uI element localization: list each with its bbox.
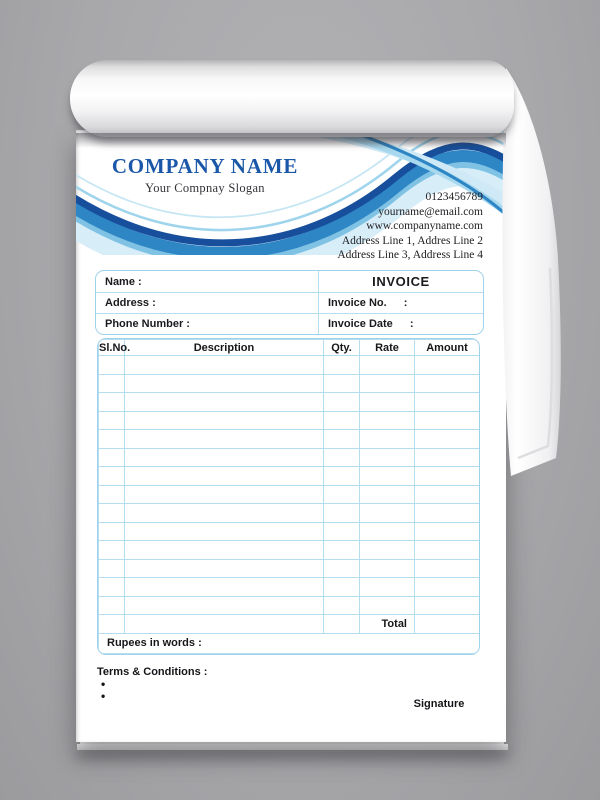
contact-address-line-2: Address Line 3, Address Line 4: [337, 249, 483, 262]
table-cell: [125, 374, 324, 393]
table-cell: [99, 504, 125, 523]
table-cell: [324, 578, 360, 597]
table-row: [99, 356, 480, 375]
table-cell: [99, 485, 125, 504]
table-cell: [324, 504, 360, 523]
table-cell: [360, 467, 415, 486]
table-cell: [99, 559, 125, 578]
column-header: Rate: [360, 340, 415, 356]
table-cell: [125, 485, 324, 504]
table-cell: [360, 596, 415, 615]
column-header: Description: [125, 340, 324, 356]
table-cell: [360, 578, 415, 597]
header-row: [99, 340, 480, 356]
table-cell: [125, 411, 324, 430]
table-cell: [415, 504, 480, 523]
table-cell: [99, 374, 125, 393]
table-cell: [99, 411, 125, 430]
invoice-number-label: Invoice No.: [328, 297, 387, 309]
table-cell: [125, 393, 324, 412]
table-row: [99, 578, 480, 597]
curl-page-shape: [502, 68, 560, 476]
contact-address-line-1: Address Line 1, Addres Line 2: [341, 234, 483, 247]
table-cell: [415, 522, 480, 541]
table-cell: [125, 356, 324, 375]
invoice-number-value: :: [403, 297, 408, 309]
invoice-sheet-content: [76, 130, 506, 742]
table-cell: [324, 467, 360, 486]
company-slogan: Your Compnay Slogan: [145, 181, 265, 195]
table-cell: [360, 448, 415, 467]
items-table-header: [99, 340, 480, 356]
table-cell: [324, 411, 360, 430]
table-cell: [125, 578, 324, 597]
contact-phone: 0123456789: [425, 191, 483, 203]
table-cell: [125, 559, 324, 578]
invoice-title: INVOICE: [318, 271, 483, 292]
table-row: [99, 541, 480, 560]
table-cell: [324, 485, 360, 504]
table-cell: [125, 522, 324, 541]
table-cell: [324, 615, 360, 634]
table-cell: [360, 522, 415, 541]
company-name: COMPANY NAME: [111, 154, 299, 178]
table-cell: [360, 485, 415, 504]
table-cell: [99, 430, 125, 449]
phone-field-label: Phone Number :: [96, 313, 318, 334]
table-row: [99, 374, 480, 393]
table-cell: [415, 596, 480, 615]
table-row: [99, 393, 480, 412]
table-cell: [415, 430, 480, 449]
table-cell: [360, 393, 415, 412]
table-row: [99, 411, 480, 430]
table-cell: [360, 430, 415, 449]
table-cell: [324, 559, 360, 578]
table-cell: [360, 411, 415, 430]
roll-shadow: [76, 133, 506, 148]
table-cell: [99, 541, 125, 560]
table-cell: [324, 356, 360, 375]
table-cell: [415, 411, 480, 430]
terms-bullet: •: [101, 677, 106, 691]
table-cell: [99, 522, 125, 541]
table-cell: [415, 393, 480, 412]
invoice-date-field: [318, 313, 483, 334]
table-row: [99, 504, 480, 523]
table-cell: [324, 393, 360, 412]
invoice-sheet: [76, 130, 506, 742]
table-cell: [360, 374, 415, 393]
table-cell: [360, 356, 415, 375]
table-row: [99, 448, 480, 467]
table-cell: [99, 393, 125, 412]
table-cell: [415, 374, 480, 393]
table-cell: [125, 448, 324, 467]
table-cell: [125, 615, 324, 634]
table-cell: [99, 356, 125, 375]
table-row: [99, 485, 480, 504]
terms-and-conditions-label: Terms & Conditions :: [97, 666, 208, 678]
table-cell: [125, 504, 324, 523]
table-cell: [125, 467, 324, 486]
contact-email: yourname@email.com: [378, 205, 483, 218]
table-cell: [415, 485, 480, 504]
invoice-date-label: Invoice Date: [328, 318, 393, 330]
table-row: [99, 467, 480, 486]
signature-label: Signature: [413, 698, 465, 710]
items-table: [98, 339, 480, 654]
table-cell: [324, 374, 360, 393]
table-cell: [125, 596, 324, 615]
table-cell: [360, 504, 415, 523]
table-cell: [415, 467, 480, 486]
table-cell: [415, 448, 480, 467]
table-cell: [324, 541, 360, 560]
total-amount-cell: [415, 615, 480, 634]
table-cell: [125, 541, 324, 560]
invoice-number-field: [318, 292, 483, 313]
items-table-wrapper: [97, 338, 480, 655]
contact-block: [337, 190, 483, 263]
column-header: Amount: [415, 340, 480, 356]
table-cell: [99, 448, 125, 467]
table-cell: [415, 356, 480, 375]
table-row: [99, 633, 480, 653]
items-table-body: [99, 356, 480, 654]
table-row: [99, 615, 480, 634]
terms-bullet: •: [101, 689, 106, 703]
table-cell: [360, 541, 415, 560]
table-cell: [324, 430, 360, 449]
contact-website: www.companyname.com: [366, 220, 483, 233]
rolled-pages-top: [70, 60, 514, 137]
table-cell: [99, 596, 125, 615]
total-label-cell: Total: [360, 615, 415, 634]
table-cell: [415, 541, 480, 560]
customer-info-box: [95, 270, 484, 335]
name-field-label: Name :: [105, 275, 142, 288]
address-field-label: Address :: [96, 292, 318, 313]
table-cell: [415, 559, 480, 578]
invoice-date-value: :: [409, 318, 414, 330]
table-row: [99, 522, 480, 541]
table-cell: [324, 448, 360, 467]
table-cell: [415, 578, 480, 597]
table-cell: [125, 430, 324, 449]
table-cell: [99, 578, 125, 597]
table-row: [99, 596, 480, 615]
page-stack-edge: [77, 744, 508, 750]
table-cell: [99, 467, 125, 486]
table-row: [99, 559, 480, 578]
table-cell: [324, 522, 360, 541]
rupees-in-words-cell: Rupees in words :: [99, 633, 480, 653]
table-cell: [360, 559, 415, 578]
table-row: [99, 430, 480, 449]
table-cell: [324, 596, 360, 615]
column-header: Qty.: [324, 340, 360, 356]
column-header: Sl.No.: [99, 341, 131, 354]
table-cell: [99, 615, 125, 634]
